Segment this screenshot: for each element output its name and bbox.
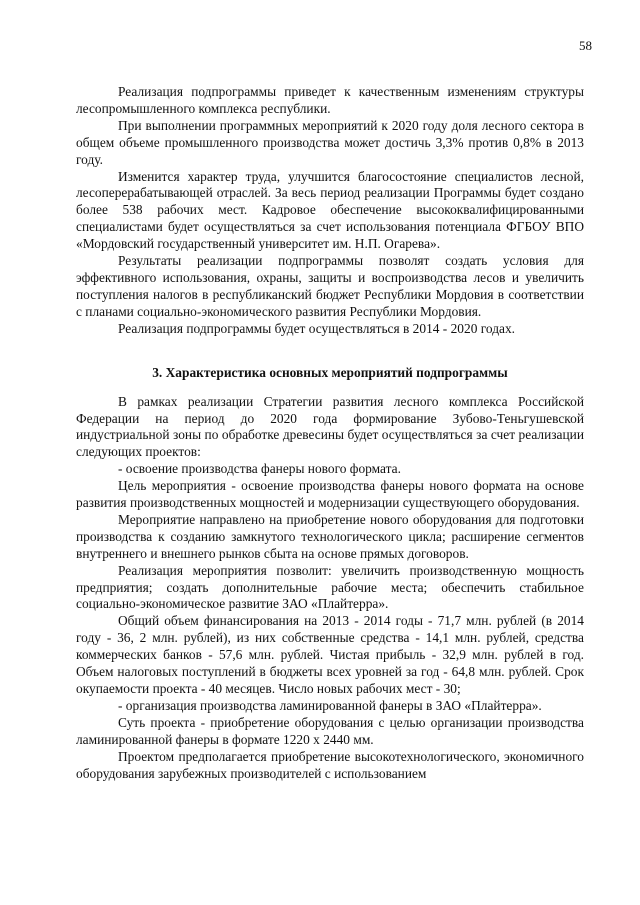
paragraph: Цель мероприятия - освоение производства фанеры нового формата на основе развития производственных мощностей и модернизации существующего оборудования.: [76, 478, 584, 511]
paragraph: При выполнении программных мероприятий к 2020 году доля лесного сектора в общем объеме промышленного производства может достичь 3,3% против 0,8% в 2013 году.: [76, 117, 584, 167]
paragraph: Реализация подпрограммы будет осуществляться в 2014 - 2020 годах.: [118, 320, 516, 336]
paragraph: Изменится характер труда, улучшится благосостояние специалистов лесной, лесоперерабатывающей отраслей. За весь период реализации Программы будет создано более 538 рабочих мест. Кадровое обеспечение высококвалифицированными специалистами будет осуществляться за счет использования потенциала ФГБОУ ВПО «Мордовский государственный университет им. Н.П. Огарева».: [76, 168, 584, 252]
paragraph: Общий объем финансирования на 2013 - 2014 годы - 71,7 млн. рублей (в 2014 году - 36, 2 млн. рублей), из них собственные средства - 14,1 млн. рублей, средства коммерческих банков - 57,6 млн. рублей. Чистая прибыль - 32,9 млн. рублей в год. Объем налоговых поступлений в бюджеты всех уровней за год - 64,8 млн. рублей. Срок окупаемости проекта - 40 месяцев. Число новых рабочих мест - 30;: [76, 613, 584, 696]
paragraph: Суть проекта - приобретение оборудования с целью организации производства ламинированной фанеры в формате 1220 х 2440 мм.: [76, 714, 584, 747]
paragraph: В рамках реализации Стратегии развития лесного комплекса Российской Федерации на период до 2020 года формирование Зубово-Теньгушевской индустриальной зоны по обработке древесины будет осуществляться за счет реализации следующих проектов:: [76, 393, 584, 460]
paragraph: Проектом предполагается приобретение высокотехнологического, экономичного оборудования зарубежных производителей с использованием: [76, 748, 584, 781]
paragraph: Реализация мероприятия позволит: увеличить производственную мощность предприятия; создать дополнительные рабочие места; обеспечить стабильное социально-экономическое развитие ЗАО «Плайтерра».: [76, 562, 584, 612]
document-body: [76, 84, 584, 782]
section-heading: 3. Характеристика основных мероприятий подпрограммы: [152, 364, 508, 380]
paragraph: Реализация подпрограммы приведет к качественным изменениям структуры лесопромышленного комплекса республики.: [76, 84, 584, 116]
list-item: - организация производства ламинированной фанеры в ЗАО «Плайтерра».: [118, 697, 542, 713]
paragraph: Мероприятие направлено на приобретение нового оборудования для подготовки производства к созданию замкнутого технологического цикла; расширение сегментов внутреннего и внешнего рынков сбыта на основе прямых договоров.: [76, 511, 584, 561]
page-number: 58: [579, 38, 592, 53]
paragraph: Результаты реализации подпрограммы позволят создать условия для эффективного использования, охраны, защиты и воспроизводства лесов и увеличить поступления налогов в республиканский бюджет Республики Мордовия в соответствии с планами социально-экономического развития Республики Мордовия.: [76, 253, 584, 319]
list-item: - освоение производства фанеры нового формата.: [118, 461, 401, 477]
